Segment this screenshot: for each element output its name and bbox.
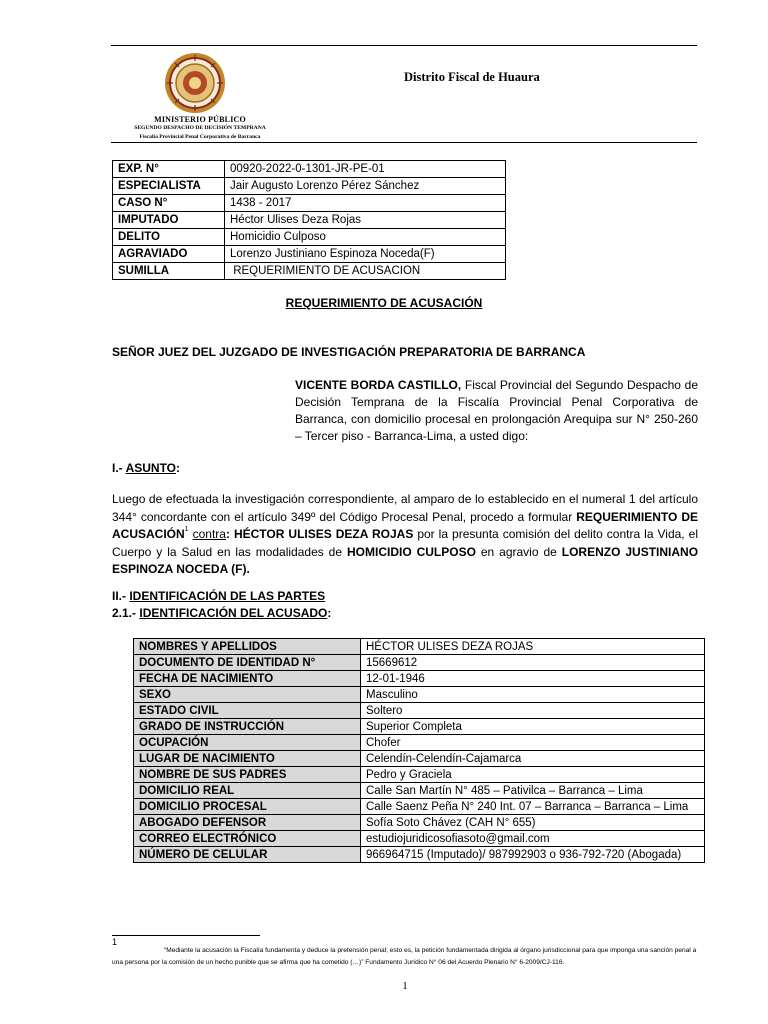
case-info-table [112, 160, 506, 280]
table-row [113, 195, 506, 212]
subsection-number: 2.1.- [112, 606, 140, 620]
accused-label: ABOGADO DEFENSOR [134, 815, 361, 831]
case-value: 00920-2022-0-1301-JR-PE-01 [225, 161, 506, 178]
accused-value: Sofía Soto Chávez (CAH N° 655) [361, 815, 705, 831]
ministerio-publico-seal-icon [164, 52, 226, 114]
subsection-colon: : [327, 606, 332, 620]
accused-value: Soltero [361, 703, 705, 719]
fiscal-text: Fiscal Provincial del Segundo Despacho de Decisión Temprana de la Fiscalía Provincial Penal Corporativa de Barranca, con domicilio procesal en prolongación Arequipa sur N° 250-260 – Tercer piso - Barranca-Lima, a usted digo: [295, 378, 698, 443]
footnote-ref: 1 [184, 526, 189, 533]
table-row [134, 831, 705, 847]
asunto-bold-2: : HÉCTOR ULISES DEZA ROJAS [225, 527, 414, 541]
case-label: AGRAVIADO [113, 246, 225, 263]
table-row [113, 161, 506, 178]
accused-label: NOMBRE DE SUS PADRES [134, 767, 361, 783]
asunto-bold-1: REQUERIMIENTO DE ACUSACIÓN [112, 509, 698, 541]
fiscal-intro [295, 377, 698, 445]
case-value: Lorenzo Justiniano Espinoza Noceda(F) [225, 246, 506, 263]
table-row [134, 671, 705, 687]
asunto-text-1: Luego de efectuada la investigación correspondiente, al amparo de lo establecido en el numeral 1 del artículo 344° concordante con el artículo 349º del Código Procesal Penal, procedo a formular [112, 492, 698, 524]
subsection-title: IDENTIFICACIÓN DEL ACUSADO [139, 606, 328, 620]
case-value: Jair Augusto Lorenzo Pérez Sánchez [225, 178, 506, 195]
table-row [134, 639, 705, 655]
accused-value: Chofer [361, 735, 705, 751]
table-row [113, 212, 506, 229]
accused-value: Superior Completa [361, 719, 705, 735]
section-colon: : [176, 461, 181, 475]
accused-label: DOCUMENTO DE IDENTIDAD N° [134, 655, 361, 671]
section-title: ASUNTO [125, 461, 177, 475]
section-title: IDENTIFICACIÓN DE LAS PARTES [129, 589, 326, 603]
case-label: DELITO [113, 229, 225, 246]
institution-name: MINISTERIO PÚBLICO [154, 115, 246, 124]
section-identificacion-heading [112, 588, 331, 622]
section2-heading [112, 588, 331, 605]
table-row [134, 735, 705, 751]
asunto-text-2: por la presunta comisión del delito contra la Vida, el Cuerpo y la Salud en las modalidades de [112, 527, 698, 559]
table-row [113, 263, 506, 280]
page-number: 1 [402, 980, 408, 992]
fiscal-name: VICENTE BORDA CASTILLO, [295, 378, 462, 392]
accused-label: NÚMERO DE CELULAR [134, 847, 361, 863]
accused-label: CORREO ELECTRÓNICO [134, 831, 361, 847]
footnote-text [112, 945, 698, 968]
table-row [134, 655, 705, 671]
case-value: Homicidio Culposo [225, 229, 506, 246]
footnote-body: “Mediante la acusación la Fiscalía fundamenta y deduce la pretensión penal; esto es, la petición fundamentada dirigida al órgano jurisdiccional para que imponga una sanción penal a una persona por la comisión de un hecho punible que se afirma que ha cometido (…)” Fundamento Jurídico N° 06 del Acuerdo Plenario N° 6-2009/CJ-116. [112, 947, 697, 966]
case-value: Héctor Ulises Deza Rojas [225, 212, 506, 229]
accused-value: 15669612 [361, 655, 705, 671]
case-label: CASO N° [113, 195, 225, 212]
asunto-underline: contra [192, 527, 226, 541]
section-number: I.- [112, 461, 126, 475]
accused-value: Masculino [361, 687, 705, 703]
accused-label: FECHA DE NACIMIENTO [134, 671, 361, 687]
asunto-bold-3: HOMICIDIO CULPOSO [346, 544, 476, 559]
accused-value: Calle Saenz Peña N° 240 Int. 07 – Barranca – Barranca – Lima [361, 799, 705, 815]
case-value: REQUERIMIENTO DE ACUSACION [225, 263, 506, 280]
asunto-paragraph [112, 491, 698, 579]
table-row [134, 783, 705, 799]
table-row [134, 799, 705, 815]
header-rule-bottom [111, 142, 697, 143]
table-row [134, 751, 705, 767]
accused-label: ESTADO CIVIL [134, 703, 361, 719]
asunto-text-3: en agravio de [475, 544, 562, 559]
table-row [113, 246, 506, 263]
accused-value: 12-01-1946 [361, 671, 705, 687]
footnote-number: 1 [112, 937, 118, 947]
case-value: 1438 - 2017 [225, 195, 506, 212]
subsection-heading [112, 605, 331, 622]
table-row [134, 815, 705, 831]
table-row [134, 687, 705, 703]
accused-label: OCUPACIÓN [134, 735, 361, 751]
footnote-rule [112, 935, 260, 936]
table-row [134, 847, 705, 863]
case-label: EXP. N° [113, 161, 225, 178]
institution-block [105, 115, 295, 142]
accused-label: NOMBRES Y APELLIDOS [134, 639, 361, 655]
accused-label: DOMICILIO REAL [134, 783, 361, 799]
accused-label: LUGAR DE NACIMIENTO [134, 751, 361, 767]
accused-value: 966964715 (Imputado)/ 987992903 o 936-792-720 (Abogada) [361, 847, 705, 863]
asunto-bold-4: LORENZO JUSTINIANO ESPINOZA NOCEDA (F). [112, 544, 699, 576]
addressee: SEÑOR JUEZ DEL JUZGADO DE INVESTIGACIÓN PREPARATORIA DE BARRANCA [112, 345, 586, 359]
accused-label: GRADO DE INSTRUCCIÓN [134, 719, 361, 735]
case-label: ESPECIALISTA [113, 178, 225, 195]
table-row [113, 229, 506, 246]
accused-table [133, 638, 705, 863]
document-title: REQUERIMIENTO DE ACUSACIÓN [285, 296, 483, 310]
section-asunto-heading [112, 461, 180, 475]
district-title: Distrito Fiscal de Huaura [404, 70, 540, 84]
table-row [134, 767, 705, 783]
header-rule-top [111, 45, 697, 46]
table-row [134, 719, 705, 735]
accused-label: SEXO [134, 687, 361, 703]
accused-value: HÉCTOR ULISES DEZA ROJAS [361, 639, 705, 655]
accused-value: Calle San Martín N° 485 – Pativilca – Barranca – Lima [361, 783, 705, 799]
case-label: IMPUTADO [113, 212, 225, 229]
case-label: SUMILLA [113, 263, 225, 280]
institution-sub2: Fiscalía Provincial Penal Corporativa de Barranca [139, 134, 261, 140]
table-row [113, 178, 506, 195]
accused-value: Celendín-Celendín-Cajamarca [361, 751, 705, 767]
table-row [134, 703, 705, 719]
section-number: II.- [112, 589, 130, 603]
accused-value: Pedro y Graciela [361, 767, 705, 783]
institution-sub1: SEGUNDO DESPACHO DE DECISIÓN TEMPRANA [134, 125, 266, 131]
accused-label: DOMICILIO PROCESAL [134, 799, 361, 815]
accused-value: estudiojuridicosofiasoto@gmail.com [361, 831, 705, 847]
